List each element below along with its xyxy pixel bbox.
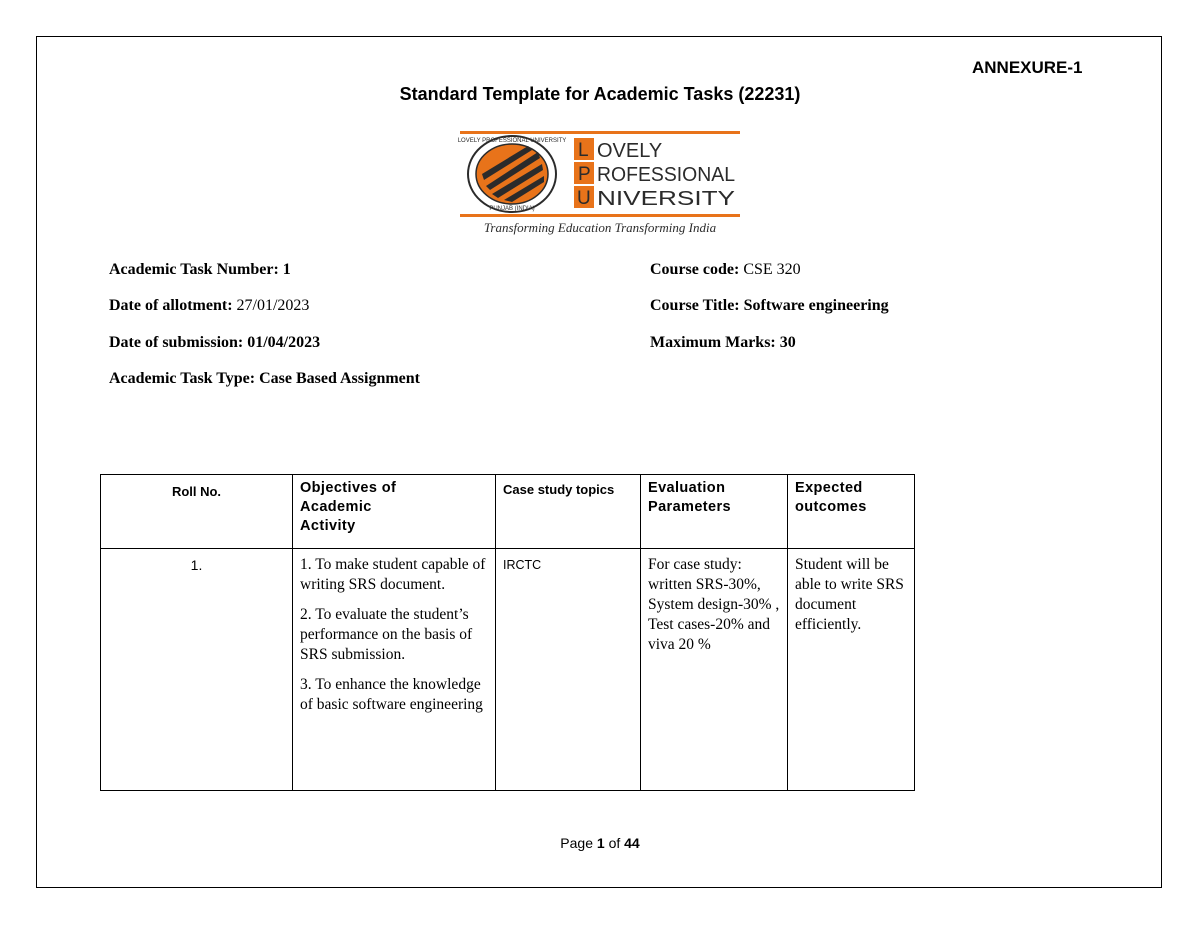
field-date-submission: Date of submission: 01/04/2023 bbox=[109, 334, 321, 351]
task-table bbox=[100, 474, 915, 791]
objective-item: 2. To evaluate the student’s performance on the basis of SRS submission. bbox=[300, 606, 473, 663]
document-title: Standard Template for Academic Tasks (22231) bbox=[399, 84, 801, 104]
header-case-study-topics: Case study topics bbox=[496, 475, 641, 549]
table-header-row bbox=[101, 475, 915, 549]
svg-text:LOVELY PROFESSIONAL UNIVERSITY: LOVELY PROFESSIONAL UNIVERSITY bbox=[458, 138, 567, 144]
field-task-type: Academic Task Type: Case Based Assignment bbox=[109, 370, 420, 387]
cell-objectives bbox=[293, 549, 496, 791]
table-row bbox=[101, 549, 915, 791]
cell-topic: IRCTC bbox=[496, 549, 641, 791]
page-number: Page 1 of 44 bbox=[560, 835, 640, 851]
svg-text:PUNJAB (INDIA): PUNJAB (INDIA) bbox=[489, 206, 535, 212]
logo-letter-boxes bbox=[574, 138, 594, 209]
logo-bottom-bar bbox=[460, 214, 740, 217]
cell-evaluation: For case study: written SRS-30%, System design-30% , Test cases-20% and viva 20 % bbox=[641, 549, 788, 791]
svg-text:L: L bbox=[578, 140, 589, 161]
objective-item: 1. To make student capable of writing SRS document. bbox=[300, 556, 486, 593]
svg-text:U: U bbox=[577, 188, 591, 209]
header-roll-no: Roll No. bbox=[101, 475, 293, 549]
svg-text:ROFESSIONAL: ROFESSIONAL bbox=[597, 164, 735, 186]
header-objectives: Objectives of Academic Activity bbox=[293, 475, 496, 549]
svg-text:NIVERSITY: NIVERSITY bbox=[597, 188, 735, 210]
logo-words bbox=[597, 140, 735, 210]
logo-tagline: Transforming Education Transforming India bbox=[483, 220, 717, 235]
svg-text:P: P bbox=[578, 164, 591, 185]
header-outcomes: Expected outcomes bbox=[788, 475, 915, 549]
field-date-allotment: Date of allotment: 27/01/2023 bbox=[109, 297, 310, 314]
svg-text:OVELY: OVELY bbox=[597, 140, 663, 162]
field-task-number: Academic Task Number: 1 bbox=[109, 261, 291, 278]
logo-seal-icon bbox=[458, 136, 566, 212]
logo-top-bar bbox=[460, 131, 740, 134]
field-course-title: Course Title: Software engineering bbox=[650, 297, 889, 314]
cell-outcome: Student will be able to write SRS document efficiently. bbox=[788, 549, 915, 791]
field-course-code: Course code: CSE 320 bbox=[650, 261, 801, 278]
header-evaluation: Evaluation Parameters bbox=[641, 475, 788, 549]
field-max-marks: Maximum Marks: 30 bbox=[650, 334, 796, 351]
cell-roll-no: 1. bbox=[101, 549, 293, 791]
objective-item: 3. To enhance the knowledge of basic software engineering bbox=[300, 676, 483, 713]
university-logo bbox=[458, 128, 742, 238]
annexure-label: ANNEXURE-1 bbox=[972, 58, 1083, 77]
